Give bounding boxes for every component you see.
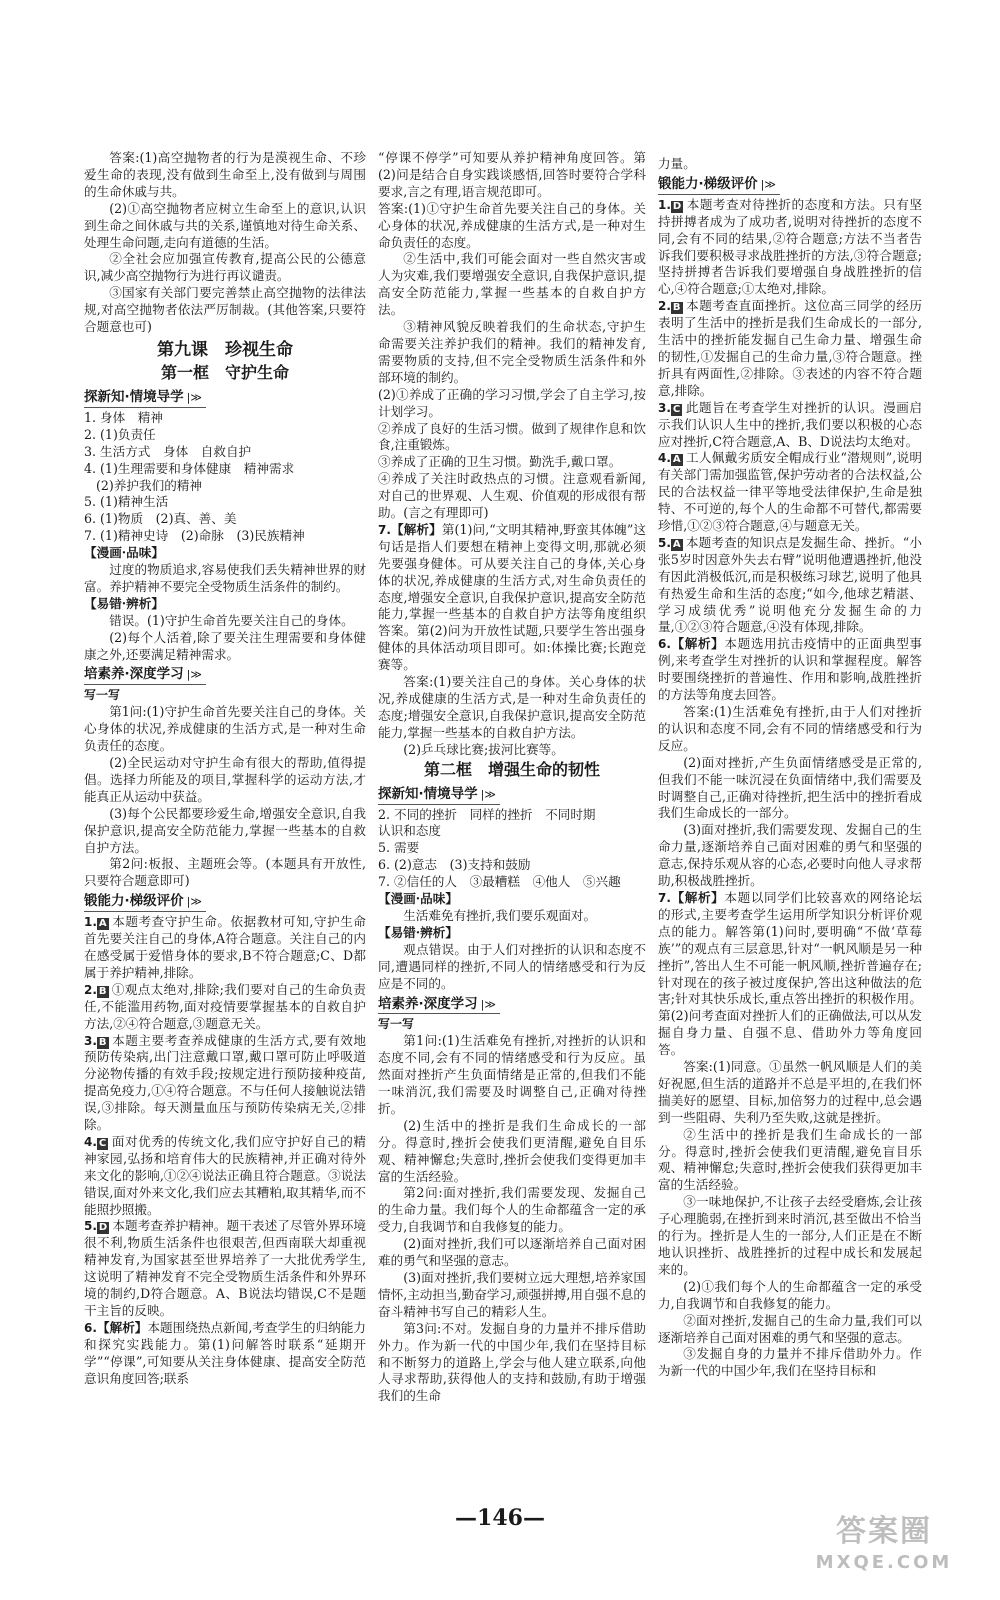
watermark-text: 答案圈 (836, 1514, 932, 1549)
question-item: 1. D 本题考查对待挫折的态度和方法。只有坚持拼搏者成为了成功者,说明对待挫折的态度不同,会有不同的结果,②符合题意;方法不当者告诉我们要积极寻求战胜挫折的方法,③符合题意;坚持拼搏者告诉我们要增强自身战胜挫折的信心,④符合题意;①太绝对,排除。 (658, 196, 922, 297)
question-item: 4. A 工人佩戴劣质安全帽成行业“潜规则”,说明有关部门需加强监管,保护劳动者的合法权益,公民的合法权益一律平等地受法律保护,生命是独特、不可逆的,每个人的生命都不可替代,都需要珍惜,①②③符合题意,④与题意无关。 (658, 450, 922, 534)
answer-paragraph: ②生活中的挫折是我们生命成长的一部分。得意时,挫折会使我们更清醒,避免盲目乐观、精神懈怠;失意时,挫折会使我们获得更加丰富的生活经验。 (658, 1126, 922, 1193)
answer-box: A (672, 538, 681, 550)
answer-paragraph: (3)面对挫折,我们需要发现、发掘自己的生命力量,逐渐培养自己面对困难的勇气和坚强的意志,保持乐观从容的心态,必要时向他人寻求帮助,积极战胜挫折。 (658, 822, 922, 889)
question-item: 2. B 本题考查直面挫折。这位高三同学的经历表明了生活中的挫折是我们生命成长的一部分,生活中的挫折能发掘自己生命力量、增强生命的韧性,①发掘自己的生命力量,③符合题意。挫折具有两面性,②排除。③表述的内容不符合题意,排除。 (658, 298, 922, 398)
section-heading: 培素养·深度学习 |≫ (84, 666, 206, 685)
watermark-logo (804, 1512, 964, 1580)
answer-paragraph: 生活难免有挫折,我们要乐观面对。 (403, 907, 597, 923)
double-arrow-icon: |≫ (480, 997, 496, 1011)
answer-paragraph: (2)生活中的挫折是我们生命成长的一部分。得意时,挫折会使我们更清醒,避免自目乐观、精神懈怠;失意时,挫折会使我们变得更加丰富的生活经验。 (378, 1117, 646, 1184)
answer-paragraph: ③精神风貌反映着我们的生命状态,守护生命需要关注养护我们的精神。我们的精神发育,需要物质的支持,但不完全受物质生活条件和外部环境的制约。 (378, 319, 646, 385)
question-item: 2. B ①观点太绝对,排除;我们要对自己的生命负责任,不能滥用药物,面对疫情要掌握基本的自救自护方法,②④符合题意,③题意无关。 (84, 981, 366, 1031)
answer-box: C (672, 403, 681, 415)
answer-paragraph: 答案:(1)同意。①虽然一帆风顺是人们的美好祝愿,但生活的道路并不总是平坦的,在我们怀揣美好的愿望、目标,加倍努力的过程中,总会遇到一些阻碍、失利乃至失败,这就是挫折。 (658, 1059, 922, 1125)
section-heading: 锻能力·梯级评价 |≫ (84, 893, 206, 912)
subsection-label: 【易错·辨析】 (378, 924, 458, 940)
section-heading: 探新知·情境导学 |≫ (84, 389, 206, 408)
answer-box: D (672, 200, 682, 212)
answer-paragraph: ③养成了正确的卫生习惯。勤洗手,戴口罩。 (378, 454, 622, 470)
answer-paragraph: 观点错误。由于人们对挫折的认识和态度不同,遭遇同样的挫折,不同人的情绪感受和行为反应是不同的。 (378, 941, 646, 991)
double-arrow-icon: |≫ (186, 895, 202, 909)
answer-box: A (98, 918, 107, 930)
answer-box: C (98, 1137, 107, 1149)
section-heading: 探新知·情境导学 |≫ (378, 786, 500, 805)
column-left (84, 150, 366, 1388)
double-arrow-icon: |≫ (760, 177, 776, 191)
answer-paragraph: 第2问:板报、主题班会等。(本题具有开放性,只要符合题意即可) (84, 856, 366, 889)
frame-title: 第二框 增强生命的韧性 (423, 759, 600, 779)
answer-paragraph: ②全社会应加强宣传教育,提高公民的公德意识,减少高空抛物行为进行再议谴责。 (84, 251, 366, 284)
question-item: 7.【解析】本题以同学们比较喜欢的网络论坛的形式,主要考查学生运用所学知识分析评价观点的能力。解答第(1)问时,要明确“不做‘草莓族’”的观点有三层意思,针对“一帆风顺是另一种挫折”,答出人生不可能一帆风顺,挫折普遍存在;针对现在的孩子被过度保护,答出这种做法的危害;针对其快乐成长,重点答出挫折的积极作用。第(2)问考查面对挫折人们的正确做法,可以从发掘自身力量、自强不息、借助外力等角度回答。 (658, 889, 923, 1058)
answer-paragraph: (2)每个人活着,除了要关注生理需要和身体健康之外,还要满足精神需求。 (84, 629, 366, 662)
list-item: 3. 生活方式 身体 自救自护 (84, 443, 252, 459)
question-item: 4. C 面对优秀的传统文化,我们应守护好自己的精神家园,弘扬和培育伟大的民族精神,并正确对待外来文化的影响,①②④说法正确且符合题意。③说法错误,面对外来文化,我们应去其糟粕,取其精华,而不能照抄照搬。 (84, 1133, 366, 1217)
question-item: 5. D 本题考查养护精神。题干表述了尽管外界环境很不利,物质生活条件也很艰苦,但西南联大却重视精神发育,为国家甚至世界培养了一大批优秀学生,这说明了精神发育不完全受物质生活条件和外界环境的制约,D符合题意。A、B说法均错误,C不是题干主旨的反映。 (84, 1218, 366, 1318)
question-item: 6.【解析】本题选用抗击疫情中的正面典型事例,来考查学生对挫折的认识和掌握程度。解答时要围绕挫折的普遍性、作用和影响,战胜挫折的方法等角度去回答。 (658, 636, 923, 703)
answer-paragraph: (2)①养成了正确的学习习惯,学会了自主学习,按计划学习。 (378, 386, 646, 419)
answer-paragraph: (3)每个公民都要珍爱生命,增强安全意识,自我保护意识,提高安全防范能力,掌握一些基本的自救自护方法。 (84, 805, 366, 855)
answer-paragraph: 第3问:不对。发掘自身的力量并不排斥借助外力。作为新一代的中国少年,我们在坚持目标和不断努力的道路上,学会与他人建立联系,向他人寻求帮助,获得他人的支持和鼓励,有助于增强我们的生命 (378, 1320, 646, 1404)
subsection-label: 写一写 (378, 1017, 415, 1032)
list-item: (2)养护我们的精神 (96, 477, 202, 493)
list-item: 5. 需要 (378, 840, 420, 856)
answer-paragraph: “停课不停学”可知要从养护精神角度回答。第(2)问是结合自身实践谈感悟,回答时要符合学科要求,言之有理,语言规范即可。 (378, 150, 646, 199)
watermark-url: MXQE.COM (815, 1552, 953, 1573)
list-item: 6. (2)意志 (3)支持和鼓励 (378, 857, 531, 873)
answer-box: A (672, 454, 681, 466)
question-item: 7.【解析】第(1)问,“文明其精神,野蛮其体魄”这句话是指人们要想在精神上变得文明,那就必须先要强身健体。可从要关注自己的身体,关心身体的状况,养成健康的生活方式,对生命负责任的态度,增强安全意识,自我保护意识,提高安全防范能力,掌握一些基本的自救自护方法等角度组织答案。第(2)问为开放性试题,只要学生答出强身健体的具体活动项目即可。如:体操比赛;长跑竞赛等。 (378, 521, 646, 673)
subsection-label: 【易错·辨析】 (84, 595, 164, 611)
list-item: 7. (1)精神史诗 (2)命脉 (3)民族精神 (84, 528, 305, 544)
column-right (658, 156, 922, 1380)
answer-paragraph: ②养成了良好的生活习惯。做到了规律作息和饮食,注重锻炼。 (378, 420, 646, 453)
answer-paragraph: (2)①我们每个人的生命都蕴含一定的承受力,自我调节和自我修复的能力。 (658, 1278, 922, 1311)
answer-paragraph: 答案:(1)生活难免有挫折,由于人们对挫折的认识和态度不同,会有不同的情绪感受和行为反应。 (658, 704, 922, 753)
answer-paragraph: (2)乒乓球比赛;拔河比赛等。 (403, 741, 564, 757)
question-item: 6.【解析】本题围绕热点新闻,考查学生的归纳能力和探究实践能力。第(1)问解答时联系“延期开学”“停课”,可知要从关注身体健康、提高安全防范意识角度回答;联系 (84, 1319, 366, 1386)
answer-paragraph: 答案:(1)①守护生命首先要关注自己的身体。关心身体的状况,养成健康的生活方式,是一种对生命负责任的态度。 (378, 200, 646, 250)
question-item: 1. A 本题考查守护生命。依据教材可知,守护生命首先要关注自己的身体,A符合题意。关注自己的内在感受属于爱惜身体的要求,B不符合题意;C、D都属于养护精神,排除。 (84, 914, 366, 980)
lesson-title: 第九课 珍视生命 (157, 339, 293, 360)
list-item: 2. (1)负责任 (84, 426, 156, 442)
double-arrow-icon: |≫ (480, 787, 496, 801)
answer-paragraph: 力量。 (658, 156, 696, 171)
answer-paragraph: 答案:(1)要关注自己的身体。关心身体的状况,养成健康的生活方式,是一种对生命负责任的态度;增强安全意识,自我保护意识,提高安全防范能力,掌握一些基本的自救自护方法。 (378, 674, 646, 740)
subsection-label: 【漫画·品味】 (378, 891, 458, 907)
answer-paragraph: (2)①高空抛物者应树立生命至上的意识,认识到生命之间休戚与共的关系,谨慎地对待生命关系、处理生命问题,走向有道德的生活。 (84, 200, 366, 250)
column-middle (378, 150, 646, 1405)
frame-title: 第一框 守护生命 (160, 362, 289, 382)
double-arrow-icon: |≫ (186, 390, 202, 404)
answer-paragraph: (2)全民运动对守护生命有很大的帮助,值得提倡。选择力所能及的项目,掌握科学的运动方法,才能真正从运动中获益。 (84, 755, 366, 804)
answer-paragraph: ④养成了关注时政热点的习惯。注意观看新闻,对自己的世界观、人生观、价值观的形成很有帮助。(言之有理即可) (378, 471, 646, 521)
question-item: 5. A 本题考查的知识点是发掘生命、挫折。“小张5岁时因意外失去右臂”说明他遭遇挫折,他没有因此消极低沉,而是积极练习球艺,说明了他具有热爱生命和生活的态度;“如今,他球艺精湛、学习成绩优秀”说明他充分发掘生命的力量,①②③符合题意,④没有体现,排除。 (658, 534, 922, 635)
list-item: 4. (1)生理需要和身体健康 精神需求 (84, 460, 295, 476)
answer-box: B (98, 985, 107, 997)
answer-paragraph: 答案:(1)高空抛物者的行为是漠视生命、不珍爱生命的表现,没有做到生命至上,没有做到与周围的生命休戚与共。 (84, 150, 366, 199)
answer-paragraph: ③国家有关部门要完善禁止高空抛物的法律法规,对高空抛物者依法严厉制裁。(其他答案,只要符合题意也可) (84, 285, 366, 335)
subsection-label: 写一写 (84, 688, 121, 703)
answer-paragraph: ②面对挫折,发掘自己的生命力量,我们可以逐渐培养自己面对困难的勇气和坚强的意志。 (658, 1312, 922, 1345)
subsection-label: 【漫画·品味】 (84, 545, 164, 561)
list-item: 2. 不同的挫折 同样的挫折 不同时期 (378, 806, 596, 822)
answer-box: B (672, 302, 681, 314)
list-item: 6. (1)物质 (2)真、善、美 (84, 511, 237, 527)
answer-paragraph: ②生活中,我们可能会面对一些自然灾害或人为灾难,我们要增强安全意识,自我保护意识,提高安全防范能力,掌握一些基本的自救自护方法。 (378, 251, 646, 318)
answer-paragraph: (2)面对挫折,我们可以逐渐培养自己面对困难的勇气和坚强的意志。 (378, 1236, 646, 1269)
answer-paragraph: ③一味地保护,不让孩子去经受磨炼,会让孩子心理脆弱,在挫折到来时消沉,甚至做出不恰当的行为。挫折是人生的一部分,人们正是在不断地认识挫折、战胜挫折的过程中成长和发展起来的。 (658, 1194, 922, 1277)
question-item: 3. C 此题旨在考查学生对挫折的认识。漫画启示我们认识人生中的挫折,我们要以积极的心态应对挫折,C符合题意,A、B、D说法均太绝对。 (658, 399, 922, 449)
answer-paragraph: 第2问:面对挫折,我们需要发现、发掘自己的生命力量。我们每个人的生命都蕴含一定的承受力,自我调节和自我修复的能力。 (378, 1185, 646, 1235)
list-item: 认识和态度 (378, 823, 441, 839)
answer-box: B (98, 1036, 107, 1048)
list-item: 5. (1)精神生活 (84, 494, 169, 510)
answer-paragraph: 第1问:(1)守护生命首先要关注自己的身体。关心身体的状况,养成健康的生活方式,是一种对生命负责任的态度。 (84, 704, 366, 754)
answer-box: D (98, 1222, 108, 1234)
page-number: —146— (455, 1505, 545, 1531)
answer-paragraph: 第1问:(1)生活难免有挫折,对挫折的认识和态度不同,会有不同的情绪感受和行为反应。虽然面对挫折产生负面情绪是正常的,但我们不能一味消沉,我们需要及时调整自己,正确对待挫折。 (378, 1033, 646, 1116)
list-item: 7. ②信任的人 ③最糟糕 ④他人 ⑤兴趣 (378, 874, 621, 890)
section-heading: 锻能力·梯级评价 |≫ (658, 176, 780, 195)
answer-paragraph: 错误。(1)守护生命首先要关注自己的身体。 (109, 612, 354, 628)
section-heading: 培素养·深度学习 |≫ (378, 996, 500, 1015)
question-item: 3. B 本题主要考查养成健康的生活方式,要有效地预防传染病,出门注意戴口罩,戴口罩可防止呼吸道分泌物传播的有效手段;按规定进行预防接种疫苗,提高免疫力,①④符合题意。不与任何人接触说法错误,③排除。每天测量血压与预防传染病无关,②排除。 (84, 1032, 366, 1133)
answer-paragraph: (2)面对挫折,产生负面情绪感受是正常的,但我们不能一味沉浸在负面情绪中,我们需要及时调整自己,正确对待挫折,把生活中的挫折看成我们生命成长的一部分。 (658, 754, 922, 821)
answer-paragraph: (3)面对挫折,我们要树立远大理想,培养家国情怀,主动担当,勤奋学习,顽强拼搏,用自强不息的奋斗精神书写自己的精彩人生。 (378, 1270, 646, 1319)
answer-paragraph: 过度的物质追求,容易使我们丢失精神世界的财富。养护精神不要完全受物质生活条件的制约。 (84, 562, 366, 594)
answer-paragraph: ③发掘自身的力量并不排斥借助外力。作为新一代的中国少年,我们在坚持目标和 (658, 1346, 922, 1379)
double-arrow-icon: |≫ (186, 668, 202, 682)
list-item: 1. 身体 精神 (84, 409, 163, 425)
